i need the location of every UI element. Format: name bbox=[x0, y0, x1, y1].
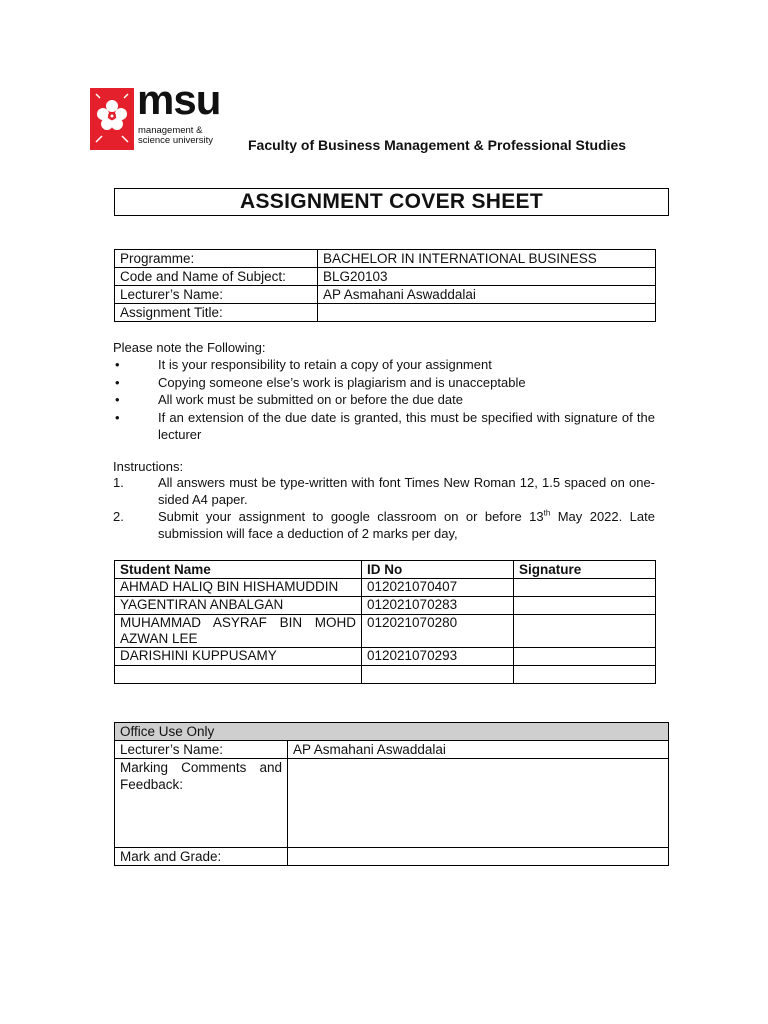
signature-cell[interactable] bbox=[514, 615, 656, 648]
signature-cell[interactable] bbox=[514, 579, 656, 597]
info-row-subject bbox=[115, 268, 656, 286]
table-header-row bbox=[115, 561, 656, 579]
table-row: MUHAMMAD ASYRAF BIN MOHD AZWAN LEE 012021070280 bbox=[115, 615, 656, 648]
info-row-title bbox=[115, 304, 656, 322]
office-label: Lecturer’s Name: bbox=[115, 741, 288, 759]
table-row: YAGENTIRAN ANBALGAN 012021070283 bbox=[115, 597, 656, 615]
assignment-info-table bbox=[114, 249, 656, 322]
msu-logo bbox=[90, 76, 221, 151]
bullet-icon: • bbox=[115, 410, 120, 425]
page-title: ASSIGNMENT COVER SHEET bbox=[240, 190, 543, 213]
info-value: AP Asmahani Aswaddalai bbox=[318, 286, 656, 304]
office-use-table bbox=[114, 722, 669, 866]
info-value: BLG20103 bbox=[318, 268, 656, 286]
info-label: Assignment Title: bbox=[115, 304, 318, 322]
info-row-programme bbox=[115, 250, 656, 268]
signature-cell[interactable] bbox=[514, 597, 656, 615]
grade-field[interactable] bbox=[288, 848, 669, 866]
info-value: BACHELOR IN INTERNATIONAL BUSINESS bbox=[318, 250, 656, 268]
bullet-icon: • bbox=[115, 392, 120, 407]
info-label: Lecturer’s Name: bbox=[115, 286, 318, 304]
office-label: Mark and Grade: bbox=[115, 848, 288, 866]
logo-subtitle: management & science university bbox=[138, 125, 213, 146]
column-header: Signature bbox=[514, 561, 656, 579]
office-label: Marking Comments and Feedback: bbox=[115, 759, 288, 848]
signature-cell[interactable] bbox=[514, 666, 656, 684]
office-heading-row bbox=[115, 723, 669, 741]
info-label: Programme: bbox=[115, 250, 318, 268]
office-heading: Office Use Only bbox=[115, 723, 669, 741]
info-value[interactable] bbox=[318, 304, 656, 322]
table-row: DARISHINI KUPPUSAMY 012021070293 bbox=[115, 648, 656, 666]
instructions-heading: Instructions: bbox=[113, 459, 184, 474]
item-number: 1. bbox=[113, 475, 124, 490]
faculty-name: Faculty of Business Management & Professional Studies bbox=[248, 137, 627, 153]
title-box bbox=[114, 188, 669, 216]
table-row: AHMAD HALIQ BIN HISHAMUDDIN 012021070407 bbox=[115, 579, 656, 597]
office-row-lecturer bbox=[115, 741, 669, 759]
table-row bbox=[115, 666, 656, 684]
office-value: AP Asmahani Aswaddalai bbox=[288, 741, 669, 759]
column-header: ID No bbox=[362, 561, 514, 579]
student-table bbox=[114, 560, 656, 684]
info-row-lecturer bbox=[115, 286, 656, 304]
hibiscus-logo-mark bbox=[90, 88, 134, 150]
signature-cell[interactable] bbox=[514, 648, 656, 666]
item-number: 2. bbox=[113, 509, 124, 524]
comments-field[interactable] bbox=[288, 759, 669, 848]
info-label: Code and Name of Subject: bbox=[115, 268, 318, 286]
office-row-grade bbox=[115, 848, 669, 866]
bullet-icon: • bbox=[115, 375, 120, 390]
column-header: Student Name bbox=[115, 561, 362, 579]
notes-heading: Please note the Following: bbox=[113, 340, 266, 355]
bullet-icon: • bbox=[115, 357, 120, 372]
office-row-comments bbox=[115, 759, 669, 848]
logo-wordmark: msu bbox=[137, 76, 221, 123]
